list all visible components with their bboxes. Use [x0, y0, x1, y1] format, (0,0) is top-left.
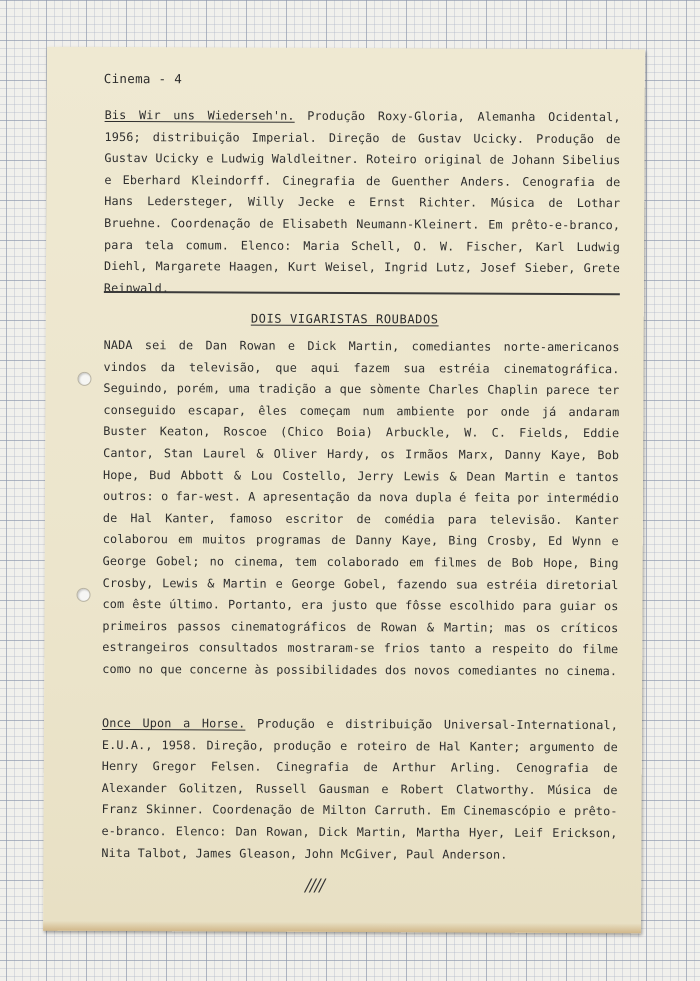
article-title: DOIS VIGARISTAS ROUBADOS [250, 311, 439, 327]
typed-document-sheet [43, 47, 645, 934]
film-entry-1 [104, 105, 621, 302]
punch-hole-top [77, 372, 91, 386]
film-entry-2 [101, 713, 618, 866]
end-mark: //// [305, 875, 325, 896]
punch-hole-bottom [77, 588, 91, 602]
article-body: NADA sei de Dan Rowan e Dick Martin, comediantes norte-americanos vindos da televisão, que aqui fazem sua estréia cinematográfica. Seguindo, porém, uma tradição a que sòmente Charles Chaplin parece ter conseguido escapar, êles começam num ambiente por onde já andaram Buster Keaton, Roscoe (Chico Boia) Arbuckle, W. C. Fields, Eddie Cantor, Stan Laurel & Oliver Hardy, os Irmãos Marx, Danny Kaye, Bob Hope, Bud Abbott & Lou Costello, Jerry Lewis & Dean Martin e tantos outros: o far-west. A apresentação da nova dupla é feita por intermédio de Hal Kanter, famoso escritor de comédia para televisão. Kanter colaborou em muitos programas de Danny Kaye, Bing Crosby, Ed Wynn e George Gobel; no cinema, tem colaborado em filmes de Bob Hope, Bing Crosby, Lewis & Martin e George Gobel, fazendo sua estréia diretorial com êste último. Portanto, era justo que fôsse escolhido para guiar os primeiros passos cinematográficos de Rowan & Martin; mas os críticos estrangeiros consultados mostraram-se frios tanto a respeito do filme como no que concerne às possibilidades dos novos comediantes no cinema. [102, 337, 620, 679]
film-entry-1-body: Produção Roxy-Gloria, Alemanha Ocidental, 1956; distribuição Imperial. Direção de Gustav Ucicky. Produção de Gustav Ucicky e Ludwig Waldleitner. Roteiro original de Johann Sibelius e Eberhard Kleindorff. Cinegrafia de Guenther Anders. Cenografia de Hans Ledersteger, Willy Jecke e Ernst Richter. Música de Lothar Bruehne. Coordenação de Elisabeth Neumann-Kleinert. Em prêto-e-branco, para tela comum. Elenco: Maria Schell, O. W. Fischer, Karl Ludwig Diehl, Margarete Haagen, Kurt Weisel, Ingrid Lutz, Josef Sieber, Grete Reinwald. [103, 108, 621, 295]
film-entry-2-body: Produção e distribuição Universal-International, E.U.A., 1958. Direção, produção e roteiro de Hal Kanter; argumento de Henry Gregor Felsen. Cinegrafia de Arthur Arling. Cenografia de Alexander Golitzen, Russell Gausman e Robert Clatworthy. Música de Franz Skinner. Coordenação de Milton Carruth. Em Cinemascópio e prêto-e-branco. Elenco: Dan Rowan, Dick Martin, Martha Hyer, Leif Erickson, Nita Talbot, James Gleason, John McGiver, Paul Anderson. [101, 716, 619, 862]
film-entry-1-title: Bis Wir uns Wiederseh'n. [104, 107, 295, 123]
film-entry-2-title: Once Upon a Horse. [101, 715, 246, 731]
page-header: Cinema - 4 [103, 70, 183, 87]
